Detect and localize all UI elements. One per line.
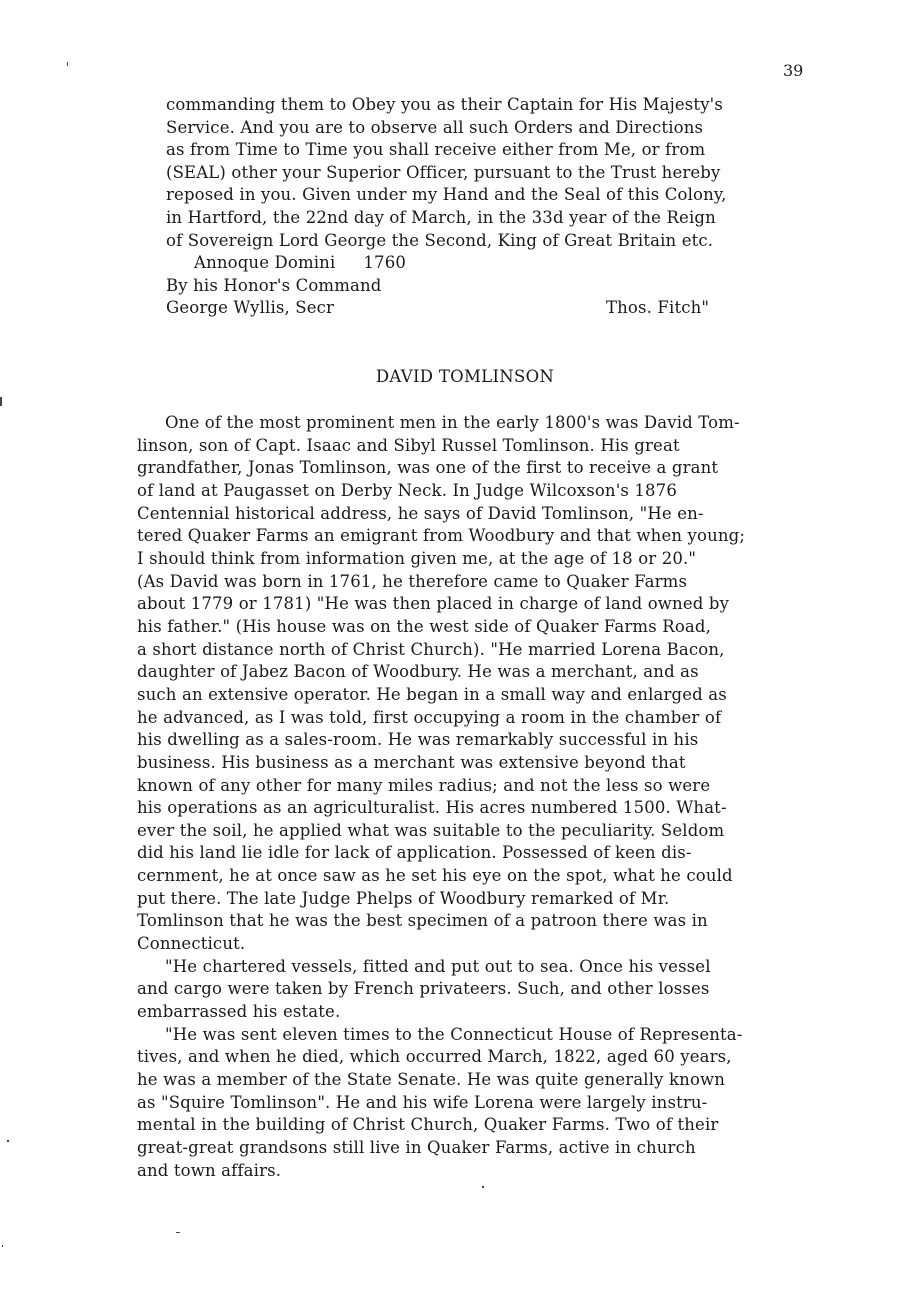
body-line: and cargo were taken by French privateers. Such, and other losses xyxy=(137,979,710,999)
letter-excerpt xyxy=(166,94,816,320)
signature-left: George Wyllis, Secr xyxy=(166,298,335,318)
letter-line: (SEAL) other your Superior Officer, pursuant to the Trust hereby xyxy=(166,162,721,182)
dating-label: Annoque Domini xyxy=(194,253,336,273)
scan-speck xyxy=(7,1140,9,1142)
body-line: embarrassed his estate. xyxy=(137,1002,341,1022)
paragraph-3 xyxy=(137,1024,817,1183)
body-line: "He was sent eleven times to the Connecticut House of Representa- xyxy=(165,1024,743,1044)
body-line: he advanced, as I was told, first occupying a room in the chamber of xyxy=(137,707,722,727)
body-line: mental in the building of Christ Church, Quaker Farms. Two of their xyxy=(137,1115,719,1135)
command-line: By his Honor's Command xyxy=(166,275,382,295)
letter-line: as from Time to Time you shall receive either from Me, or from xyxy=(166,140,706,160)
body-line: One of the most prominent men in the early 1800's was David Tom- xyxy=(165,413,740,432)
letter-line: reposed in you. Given under my Hand and the Seal of this Colony, xyxy=(166,185,727,205)
body-line: of land at Paugasset on Derby Neck. In Judge Wilcoxson's 1876 xyxy=(137,480,677,500)
body-line: great-great grandsons still live in Quaker Farms, active in church xyxy=(137,1138,696,1157)
body-line: business. His business as a merchant was extensive beyond that xyxy=(137,752,686,772)
body-line: he was a member of the State Senate. He was quite generally known xyxy=(137,1070,726,1090)
dating-line xyxy=(166,252,816,275)
body-line: "He chartered vessels, fitted and put out to sea. Once his vessel xyxy=(165,956,711,976)
letter-line: of Sovereign Lord George the Second, King of Great Britain etc. xyxy=(166,230,714,250)
body-line: linson, son of Capt. Isaac and Sibyl Russel Tomlinson. His great xyxy=(137,435,680,455)
body-line: Tomlinson that he was the best specimen of a patroon there was in xyxy=(137,911,708,931)
dating-year: 1760 xyxy=(363,253,406,273)
signature-row xyxy=(166,297,816,320)
scan-speck xyxy=(2,1245,3,1247)
body-line: a short distance north of Christ Church). "He married Lorena Bacon, xyxy=(137,639,725,659)
body-line: as "Squire Tomlinson". He and his wife Lorena were largely instru- xyxy=(137,1092,708,1112)
body-line: known of any other for many miles radius; and not the less so were xyxy=(137,775,711,795)
paragraph-1 xyxy=(137,412,817,956)
body-line: about 1779 or 1781) "He was then placed in charge of land owned by xyxy=(137,594,730,614)
scan-speck xyxy=(0,397,2,406)
body-line: grandfather, Jonas Tomlinson, was one of the first to receive a grant xyxy=(137,458,719,478)
body-line: such an extensive operator. He began in a small way and enlarged as xyxy=(137,684,727,704)
letter-line: commanding them to Obey you as their Captain for His Majesty's xyxy=(166,95,723,114)
paragraph-2 xyxy=(137,956,817,1024)
page-number: 39 xyxy=(783,61,804,80)
body-line: put there. The late Judge Phelps of Woodbury remarked of Mr. xyxy=(137,888,670,908)
scan-speck xyxy=(482,1186,484,1188)
body-line: did his land lie idle for lack of application. Possessed of keen dis- xyxy=(137,843,692,863)
body-line: Centennial historical address, he says of David Tomlinson, "He en- xyxy=(137,503,704,523)
body-line: tered Quaker Farms an emigrant from Woodbury and that when young; xyxy=(137,526,746,546)
section-heading: DAVID TOMLINSON xyxy=(375,367,555,386)
body-text xyxy=(137,412,817,1182)
letter-line: Service. And you are to observe all such Orders and Directions xyxy=(166,117,704,137)
body-line: cernment, he at once saw as he set his eye on the spot, what he could xyxy=(137,866,733,886)
body-line: Connecticut. xyxy=(137,934,246,954)
body-line: tives, and when he died, which occurred March, 1822, aged 60 years, xyxy=(137,1047,732,1067)
body-line: (As David was born in 1761, he therefore came to Quaker Farms xyxy=(137,571,688,591)
body-line: daughter of Jabez Bacon of Woodbury. He was a merchant, and as xyxy=(137,662,699,682)
scan-speck xyxy=(176,1232,180,1233)
body-line: his operations as an agriculturalist. His acres numbered 1500. What- xyxy=(137,798,727,818)
scan-speck xyxy=(67,62,68,66)
body-line: his father." (His house was on the west side of Quaker Farms Road, xyxy=(137,616,711,636)
body-line: I should think from information given me, at the age of 18 or 20." xyxy=(137,548,697,568)
body-line: ever the soil, he applied what was suitable to the peculiarity. Seldom xyxy=(137,820,725,840)
body-line: and town affairs. xyxy=(137,1160,282,1180)
body-line: his dwelling as a sales-room. He was remarkably successful in his xyxy=(137,730,699,750)
signature-right: Thos. Fitch" xyxy=(606,298,710,318)
letter-line: in Hartford, the 22nd day of March, in the 33d year of the Reign xyxy=(166,207,716,227)
